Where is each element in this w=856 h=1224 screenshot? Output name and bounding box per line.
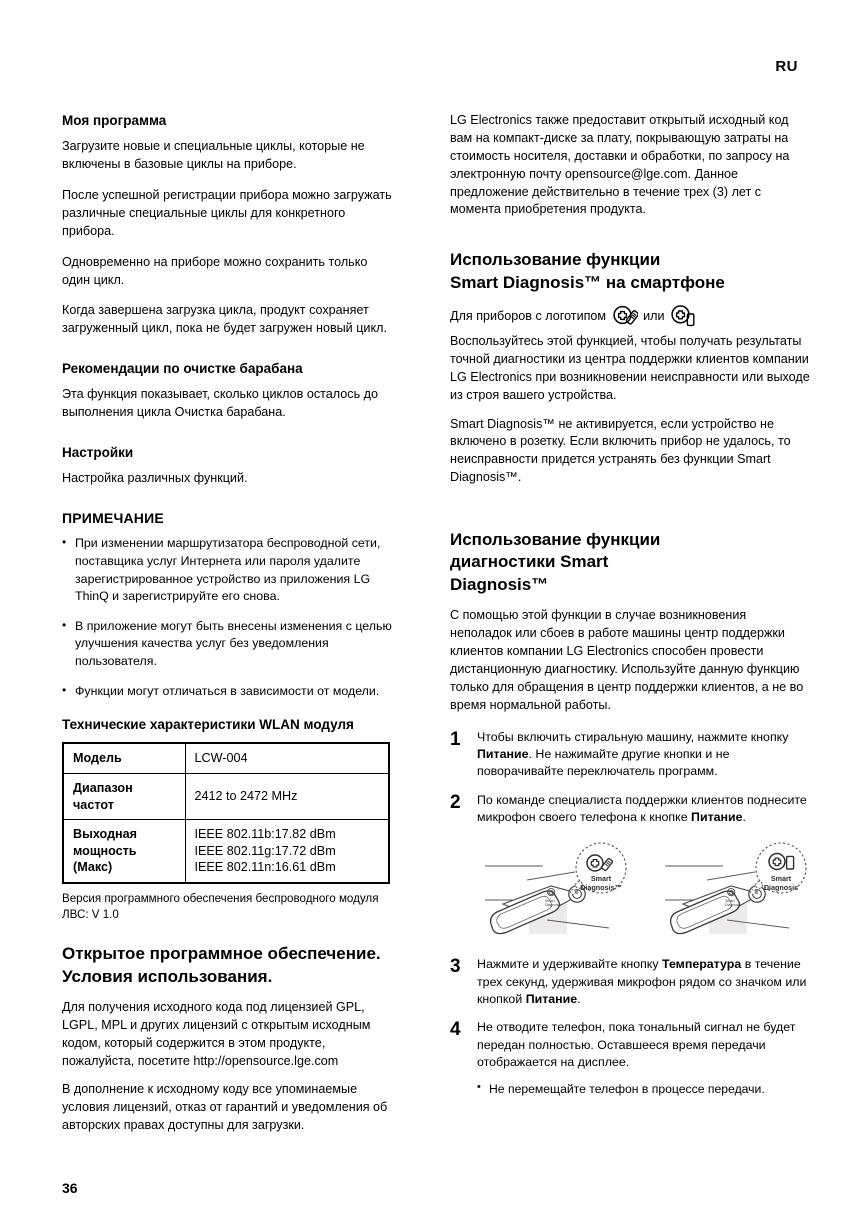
step-item	[450, 729, 810, 781]
value-line: IEEE 802.11n:16.61 dBm	[194, 860, 336, 875]
paragraph: Для получения исходного кода под лицензией GPL, LGPL, MPL и других лицензий с открытым исходным кодом, который содержится в этом продукте, пожалуйста, посетите http://opensource.lge.com	[62, 999, 371, 1068]
note-list	[62, 535, 392, 700]
list-item: • В приложение могут быть внесены изменения с целью улучшения качества услуг без уведомления пользователя.	[62, 618, 392, 671]
section-heading-wlan-spec: Технические характеристики WLAN модуля	[62, 717, 354, 733]
paragraph: Загрузите новые и специальные циклы, которые не включены в базовые циклы на приборе.	[62, 139, 365, 172]
smart-diagnosis-logo-tilted-phone-icon	[612, 305, 638, 333]
table-cell-key: Выходная мощность (Макс)	[63, 820, 185, 883]
step-text	[477, 957, 806, 1006]
step-list	[450, 729, 810, 1098]
page-header-locale: RU	[775, 58, 798, 75]
table-row	[63, 743, 389, 773]
section-heading-smart-diagnosis-smartphone	[450, 249, 810, 294]
step-text-emphasis: Питание	[525, 992, 578, 1007]
paragraph: В дополнение к исходному коду все упоминаемые условия лицензий, отказ от гарантий и уведомления об авторских правах доступны для загрузки.	[62, 1082, 388, 1133]
paragraph-with-logos	[450, 305, 810, 404]
heading-line-3: Diagnosis™	[450, 574, 549, 594]
paragraph: Одновременно на приборе можно сохранить только один цикл.	[62, 254, 368, 287]
wlan-specification-table	[62, 742, 390, 884]
step-number: 1	[450, 728, 461, 750]
section-heading-drum-clean: Рекомендации по очистке барабана	[62, 361, 303, 377]
section-heading-open-source	[62, 943, 392, 988]
value-line: IEEE 802.11b:17.82 dBm	[194, 827, 336, 842]
heading-line-1: Открытое программное обеспечение.	[62, 944, 381, 964]
paragraph: Smart Diagnosis™ не активируется, если устройство не включено в розетку. Если включить прибор не удалось, то неисправности придется устранять без функции Smart Diagnosis™.	[450, 416, 791, 485]
value-line: IEEE 802.11g:17.72 dBm	[194, 843, 336, 858]
page-number: 36	[62, 1180, 78, 1196]
heading-line-2: Smart Diagnosis™ на смартфоне	[450, 272, 725, 292]
table-row	[63, 820, 389, 883]
illustration-scene-left	[485, 843, 626, 934]
left-column	[62, 112, 392, 1146]
list-item: • При изменении маршрутизатора беспроводной сети, поставщика услуг Интернета или пароля удалите зарегистрированное устройство из приложения LG ThinQ и зарегистрируйте его снова.	[62, 535, 392, 605]
list-item: • Функции могут отличаться в зависимости от модели.	[62, 683, 392, 701]
step-text-run: .	[742, 810, 746, 824]
step-number: 2	[450, 791, 461, 813]
table-cell-key: Диапазон частот	[63, 774, 185, 820]
substep-list	[477, 1081, 810, 1098]
paragraph: Настройка различных функций.	[62, 471, 248, 486]
step-item	[450, 1019, 810, 1097]
step-text-run: в течение трех секунд, удерживая микрофон рядом со значком или кнопкой	[477, 957, 807, 1007]
two-column-body	[62, 112, 810, 1152]
intro-or-text: или	[643, 309, 665, 324]
section-heading-smart-diagnosis	[450, 529, 810, 596]
step-item	[450, 956, 810, 1008]
table-row	[63, 774, 389, 820]
intro-prefix-text: Для приборов с логотипом	[450, 309, 607, 324]
step-text-run: Чтобы включить стиральную машину, нажмите кнопку	[477, 729, 789, 744]
table-cell-value	[185, 743, 389, 773]
step-text-emphasis: Питание	[477, 746, 529, 761]
step-text-run: . Не нажимайте другие кнопки и не поворачивайте переключатель программ.	[477, 746, 730, 779]
step-text: Не отводите телефон, пока тональный сигнал не будет передан полностью. Оставшееся время передачи отображается на дисплее.	[477, 1020, 796, 1070]
heading-line-2: диагностики Smart	[450, 552, 609, 572]
step-text-run: Нажмите и удерживайте кнопку	[477, 957, 662, 972]
paragraph: LG Electronics также предоставит открытый исходный код вам на компакт-диске за плату, покрывающую затраты на стоимость носителя, доставки и обработки, по запросу на электронную почту opensource@lge.com. Данное предложение действительно в течение трех (3) лет с момента приобретения продукта.	[450, 113, 790, 217]
callout-label-line2: Diagnosis	[763, 883, 799, 893]
right-column	[450, 112, 810, 1109]
heading-line-2: Условия использования.	[62, 966, 273, 986]
paragraph: Когда завершена загрузка цикла, продукт сохраняет загруженный цикл, пока не будет загружен новый цикл.	[62, 303, 387, 336]
heading-line-1: Использование функции	[450, 250, 661, 270]
smart-diagnosis-illustration	[477, 836, 837, 944]
section-heading-settings: Настройки	[62, 445, 134, 461]
step-number: 4	[450, 1019, 461, 1041]
callout-label-line1: Smart	[770, 874, 792, 884]
step-number: 3	[450, 956, 461, 978]
list-item: • Не перемещайте телефон в процессе передачи.	[477, 1081, 810, 1098]
step-text	[477, 730, 788, 779]
value-line: 2412 to 2472 MHz	[194, 789, 298, 804]
smart-diagnosis-logo-upright-phone-icon	[670, 305, 696, 333]
step-text-run: .	[577, 992, 581, 1007]
step-text-run: По команде специалиста поддержки клиентов поднесите микрофон своего телефона к кнопке	[477, 792, 807, 824]
table-footnote: Версия программного обеспечения беспроводного модуля ЛВС: V 1.0	[62, 892, 379, 922]
step-text-emphasis: Питание	[691, 810, 743, 824]
paragraph: После успешной регистрации прибора можно загружать различные специальные циклы для конкретного прибора.	[62, 188, 392, 238]
callout-label-line2: Diagnosis™	[580, 883, 622, 893]
illustration-scene-right	[665, 843, 806, 934]
step-text-emphasis: Температура	[662, 957, 742, 972]
section-heading-my-program: Моя программа	[62, 113, 167, 128]
paragraph: С помощью этой функции в случае возникновения неполадок или сбоев в работе машины центр поддержки клиентов компании LG Electronics способен провести дистанционную диагностику. Используйте данную функцию только для обращения в центр поддержки клиентов, а не во время нормальной работы.	[450, 608, 804, 712]
callout-label-line1: Smart	[590, 874, 612, 884]
table-cell-value	[185, 774, 389, 820]
paragraph: Эта функция показывает, сколько циклов осталось до выполнения цикла Очистка барабана.	[62, 387, 378, 420]
heading-line-1: Использование функции	[450, 530, 661, 549]
note-heading: ПРИМЕЧАНИЕ	[62, 510, 164, 527]
table-cell-value	[185, 820, 389, 883]
paragraph-continuation: Воспользуйтесь этой функцией, чтобы получать результаты точной диагностики из центра поддержки клиентов компании LG Electronics при возникновении неисправности или выходе из строя вашего устройства.	[450, 334, 810, 402]
step-item	[450, 792, 810, 945]
table-cell-key: Модель	[63, 743, 185, 773]
value-line: LCW-004	[194, 751, 248, 766]
step-text	[477, 793, 807, 824]
